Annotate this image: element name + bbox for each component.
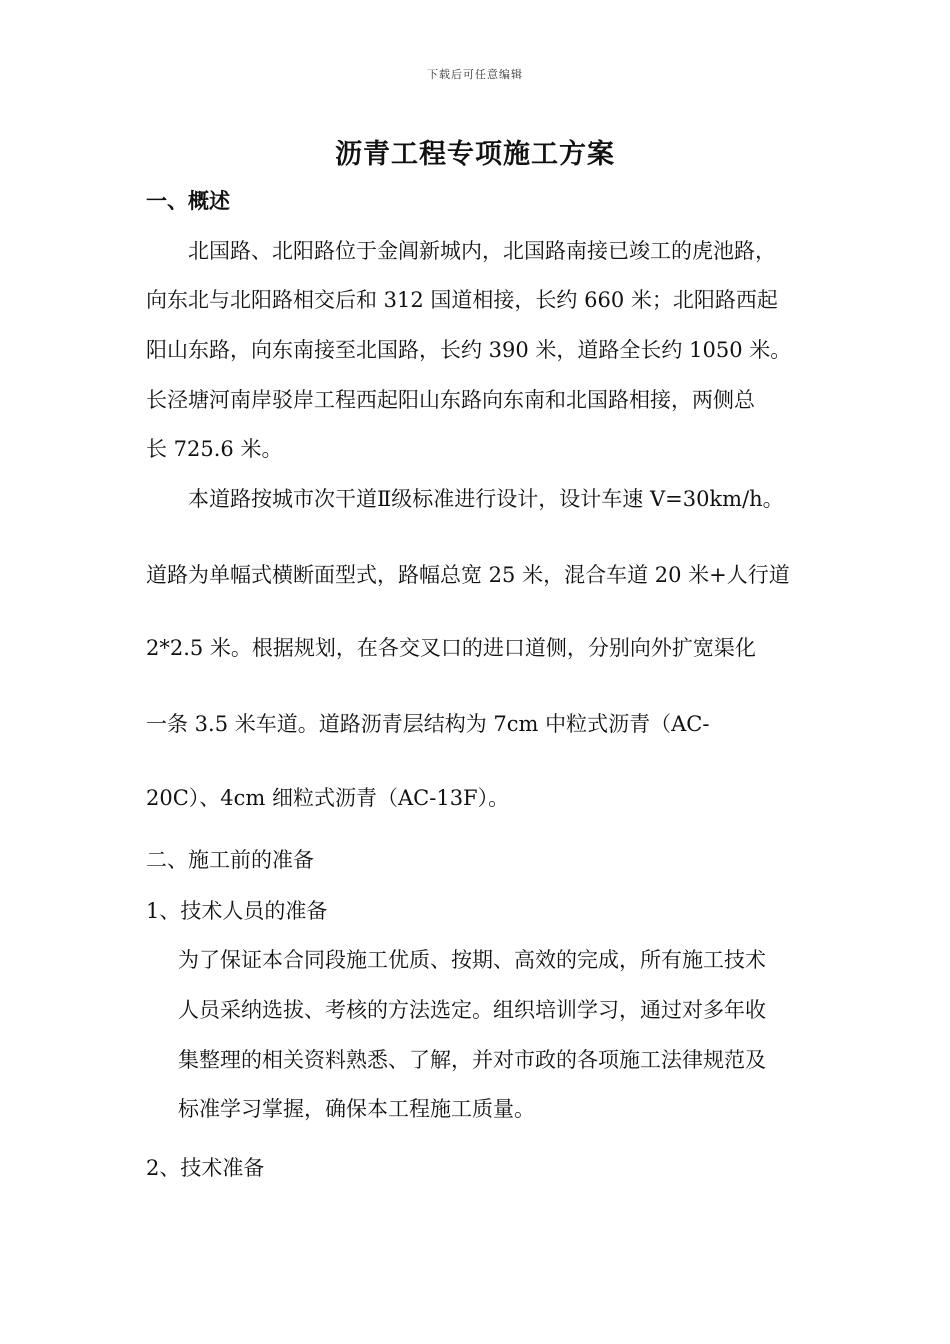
paragraph-line: 道路为单幅式横断面型式，路幅总宽 25 米，混合车道 20 米+人行道 [146,563,790,587]
document-title: 沥青工程专项施工方案 [335,139,615,170]
paragraph-line: 2*2.5 米。根据规划，在各交叉口的进口道侧，分别向外扩宽渠化 [146,636,756,660]
subsection-heading-personnel: 1、技术人员的准备 [146,899,328,923]
paragraph-line: 标准学习掌握，确保本工程施工质量。 [178,1097,535,1121]
paragraph-line: 向东北与北阳路相交后和 312 国道相接，长约 660 米；北阳路西起 [146,288,778,312]
paragraph-line: 本道路按城市次干道Ⅱ级标准进行设计，设计车速 V=30km/h。 [188,487,784,511]
paragraph-line: 长 725.6 米。 [146,437,283,461]
subsection-heading-technical: 2、技术准备 [146,1156,265,1180]
section-heading-overview: 一、概述 [146,188,230,213]
header-note: 下载后可任意编辑 [427,68,523,81]
paragraph-line: 人员采纳选拔、考核的方法选定。组织培训学习，通过对多年收 [178,998,766,1022]
paragraph-line: 阳山东路，向东南接至北国路，长约 390 米，道路全长约 1050 米。 [146,338,792,362]
paragraph-line: 长泾塘河南岸驳岸工程西起阳山东路向东南和北国路相接，两侧总 [146,388,755,412]
paragraph-line: 为了保证本合同段施工优质、按期、高效的完成，所有施工技术 [178,948,766,972]
paragraph-line: 20C）、4cm 细粒式沥青（AC-13F）。 [146,786,510,810]
paragraph-line: 一条 3.5 米车道。道路沥青层结构为 7cm 中粒式沥青（AC- [146,712,710,736]
paragraph-line: 北国路、北阳路位于金阊新城内，北国路南接已竣工的虎池路， [188,239,776,263]
paragraph-line: 集整理的相关资料熟悉、了解，并对市政的各项施工法律规范及 [178,1048,766,1072]
section-heading-preparation: 二、施工前的准备 [146,848,314,872]
